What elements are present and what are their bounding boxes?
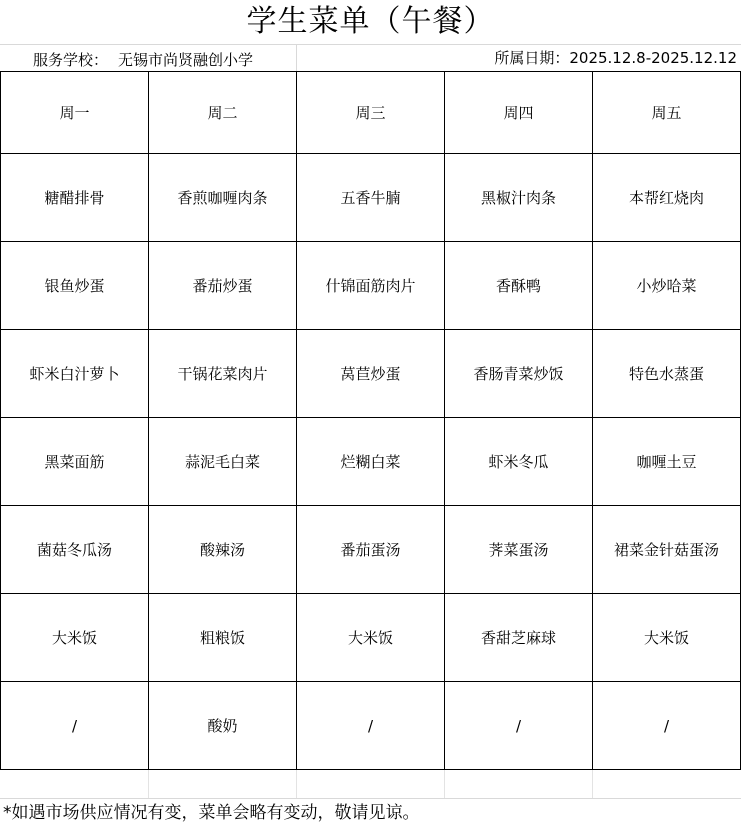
menu-cell: 大米饭 [297,594,445,682]
menu-cell: 咖喱土豆 [593,418,741,506]
menu-cell: 番茄蛋汤 [297,506,445,594]
table-row [1,154,741,242]
day-tuesday: 周二 [149,72,297,154]
menu-cell: 特色水蒸蛋 [593,330,741,418]
footnote: *如遇市场供应情况有变，菜单会略有变动，敬请见谅。 [0,798,741,827]
menu-cell: 小炒哈菜 [593,242,741,330]
date-label: 所属日期： [494,49,570,67]
menu-cell: 什锦面筋肉片 [297,242,445,330]
day-friday: 周五 [593,72,741,154]
menu-cell: 烂糊白菜 [297,418,445,506]
menu-cell: 莴苣炒蛋 [297,330,445,418]
menu-cell: 虾米白汁萝卜 [1,330,149,418]
cell-divider [444,770,445,798]
cell-divider [296,44,297,71]
menu-cell: / [1,682,149,770]
menu-cell: 银鱼炒蛋 [1,242,149,330]
menu-cell: 香煎咖喱肉条 [149,154,297,242]
school-label: 服务学校： [33,51,109,69]
day-wednesday: 周三 [297,72,445,154]
menu-cell: 黑椒汁肉条 [445,154,593,242]
menu-table [0,71,741,770]
menu-cell: 虾米冬瓜 [445,418,593,506]
header-row [1,72,741,154]
page-title: 学生菜单（午餐） [246,4,495,39]
cell-divider [296,770,297,798]
school-name: 无锡市尚贤融创小学 [118,51,254,69]
day-thursday: 周四 [445,72,593,154]
menu-cell: 裙菜金针菇蛋汤 [593,506,741,594]
table-row [1,242,741,330]
table-row [1,330,741,418]
day-monday: 周一 [1,72,149,154]
blank-row [0,770,741,798]
menu-cell: 糖醋排骨 [1,154,149,242]
menu-cell: 粗粮饭 [149,594,297,682]
date-range: 2025.12.8-2025.12.12 [569,49,737,67]
menu-cell: 荠菜蛋汤 [445,506,593,594]
menu-cell: 香酥鸭 [445,242,593,330]
menu-cell: 香甜芝麻球 [445,594,593,682]
table-row [1,418,741,506]
menu-cell: 大米饭 [1,594,149,682]
menu-cell: 酸辣汤 [149,506,297,594]
table-row [1,594,741,682]
table-row [1,506,741,594]
menu-cell: / [445,682,593,770]
menu-cell: 蒜泥毛白菜 [149,418,297,506]
menu-cell: / [297,682,445,770]
school-info [33,45,253,71]
menu-cell: 五香牛腩 [297,154,445,242]
table-row [1,682,741,770]
menu-cell: 香肠青菜炒饭 [445,330,593,418]
menu-cell: 菌菇冬瓜汤 [1,506,149,594]
menu-cell: 番茄炒蛋 [149,242,297,330]
date-info [494,45,737,71]
cell-divider [148,770,149,798]
menu-cell: 本帮红烧肉 [593,154,741,242]
menu-cell: 大米饭 [593,594,741,682]
cell-divider [592,770,593,798]
info-row [0,44,741,71]
menu-cell: 黑菜面筋 [1,418,149,506]
menu-cell: 干锅花菜肉片 [149,330,297,418]
menu-cell: / [593,682,741,770]
menu-cell: 酸奶 [149,682,297,770]
